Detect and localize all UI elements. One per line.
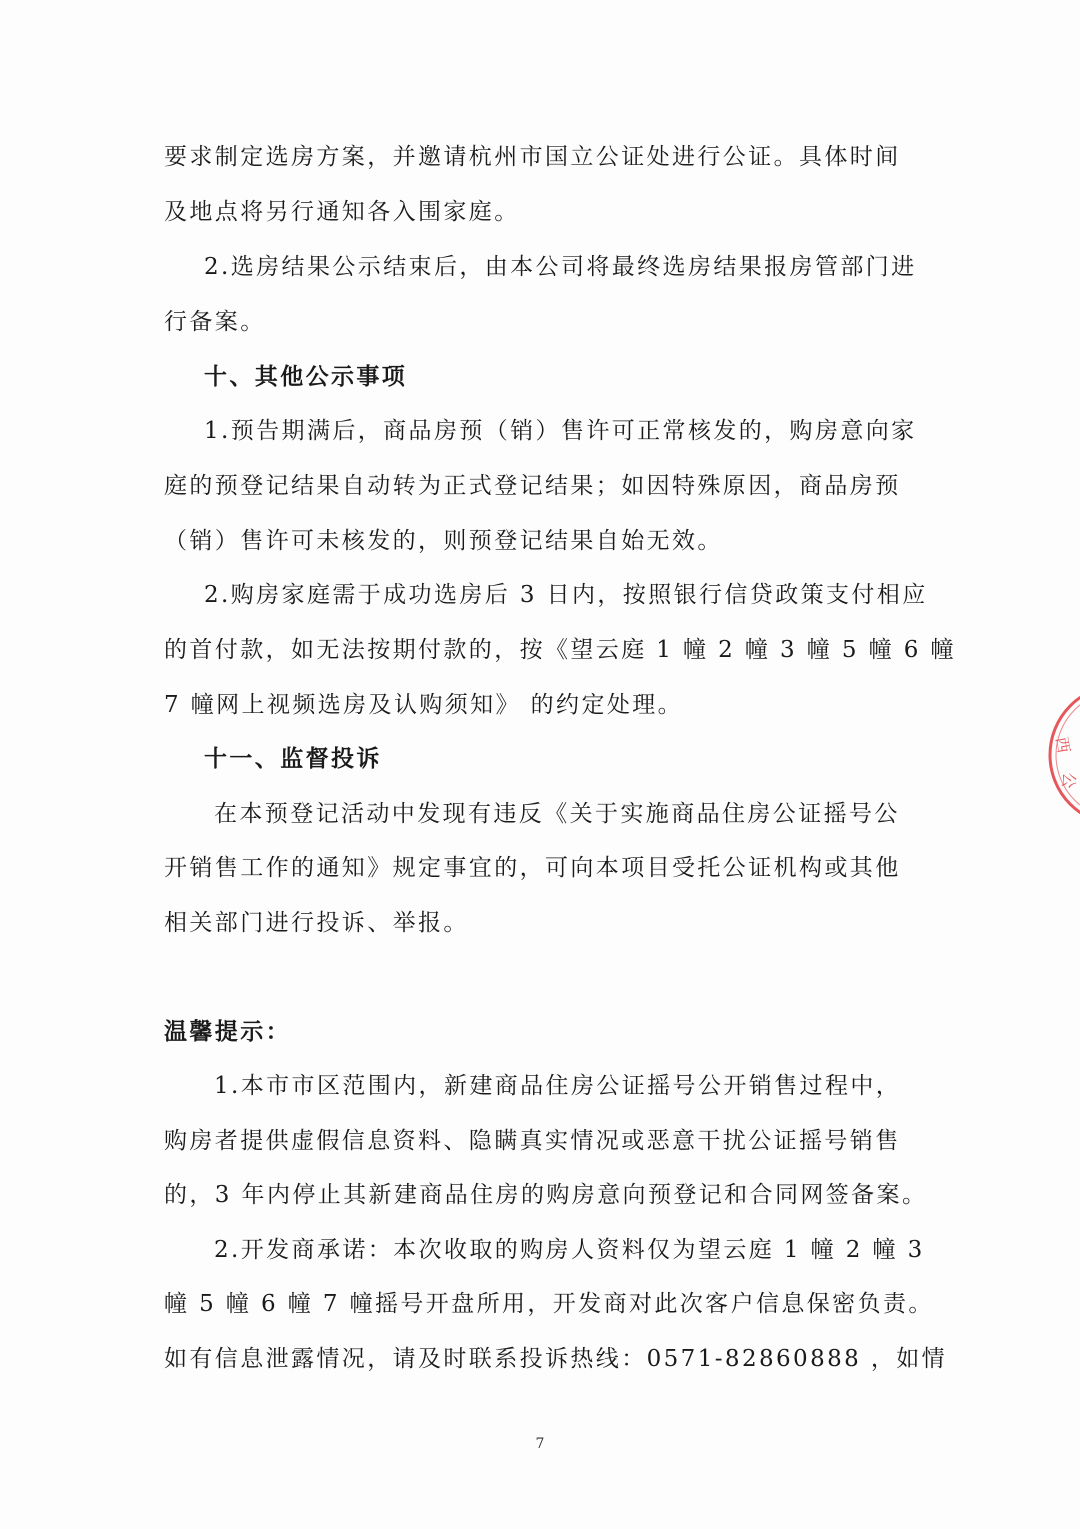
svg-text:公: 公 xyxy=(1058,771,1079,790)
paragraph-line: （销）售许可未核发的，则预登记结果自始无效。 xyxy=(164,528,723,554)
section-heading: 十一、监督投诉 xyxy=(204,745,382,772)
paragraph-line: 行备案。 xyxy=(164,309,266,335)
paragraph-line: 及地点将另行通知各入围家庭。 xyxy=(164,199,520,225)
paragraph-line: 相关部门进行投诉、举报。 xyxy=(164,910,469,936)
paragraph-line: 2.选房结果公示结束后，由本公司将最终选房结果报房管部门进 xyxy=(204,254,917,280)
paragraph-line: 如有信息泄露情况，请及时联系投诉热线：0571-82860888 ，如情 xyxy=(164,1346,948,1372)
paragraph-line: 要求制定选房方案，并邀请杭州市国立公证处进行公证。具体时间 xyxy=(164,144,901,170)
paragraph-line: 开销售工作的通知》规定事宜的，可向本项目受托公证机构或其他 xyxy=(164,855,901,881)
official-seal xyxy=(1040,680,1080,830)
paragraph-line: 1.预告期满后，商品房预（销）售许可正常核发的，购房意向家 xyxy=(204,418,917,444)
section-heading: 十、其他公示事项 xyxy=(204,363,408,390)
svg-text:西: 西 xyxy=(1052,735,1074,755)
page-number: 7 xyxy=(535,1436,545,1452)
tips-heading: 温馨提示： xyxy=(164,1018,291,1045)
paragraph-line: 1.本市市区范围内，新建商品住房公证摇号公开销售过程中， xyxy=(214,1073,902,1099)
paragraph-line: 的首付款，如无法按期付款的，按《望云庭 1 幢 2 幢 3 幢 5 幢 6 幢 xyxy=(164,637,956,663)
paragraph-line: 7 幢网上视频选房及认购须知》 的约定处理。 xyxy=(164,692,684,718)
paragraph-line: 2.开发商承诺：本次收取的购房人资料仅为望云庭 1 幢 2 幢 3 xyxy=(214,1237,925,1263)
paragraph-line: 购房者提供虚假信息资料、隐瞒真实情况或恶意干扰公证摇号销售 xyxy=(164,1128,901,1154)
paragraph-line: 的，3 年内停止其新建商品住房的购房意向预登记和合同网签备案。 xyxy=(164,1182,928,1208)
paragraph-line: 庭的预登记结果自动转为正式登记结果；如因特殊原因，商品房预 xyxy=(164,473,901,499)
paragraph-line: 在本预登记活动中发现有违反《关于实施商品住房公证摇号公 xyxy=(214,801,900,827)
paragraph-line: 2.购房家庭需于成功选房后 3 日内，按照银行信贷政策支付相应 xyxy=(204,582,928,608)
paragraph-line: 幢 5 幢 6 幢 7 幢摇号开盘所用，开发商对此次客户信息保密负责。 xyxy=(164,1291,934,1317)
